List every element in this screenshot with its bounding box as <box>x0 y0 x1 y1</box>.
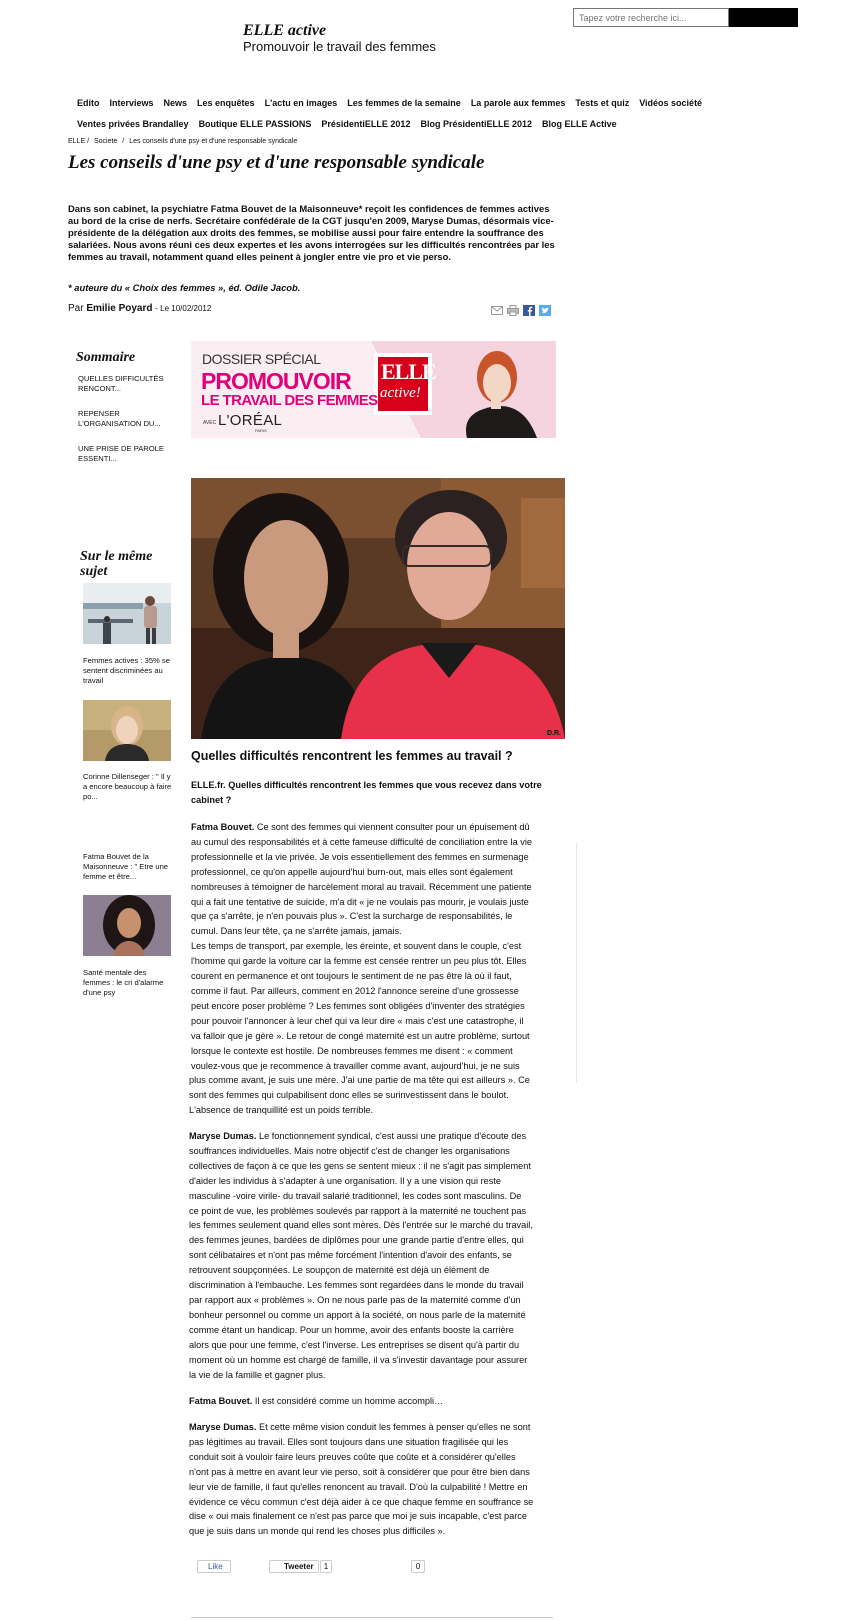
elle-logo-text: ELLE <box>381 359 436 384</box>
answer-line: masculine -voire virile- du travail salarié traditionnel, les codes sont masculins. De <box>189 1190 522 1201</box>
answer-line: courent en permanence et ont toujours le sentiment de ne pas être là où il faut, <box>191 971 512 982</box>
article-photo-image <box>191 478 565 739</box>
search-button[interactable] <box>729 8 798 27</box>
answer-line: professionnel, ce qu'on appelle aujourd'hui burn-out, mais elles sont également <box>191 866 513 877</box>
answer-line: collectives de façon à ce que les gens se sentent mieux : il ne s'agit pas simplement <box>189 1160 531 1171</box>
tweet-button[interactable] <box>269 1560 319 1573</box>
answer-line: pour pouvoir l'annoncer à leur chef qui va leur dire « mais c'est une catastrophe, il <box>191 1015 524 1026</box>
nav-item-videos-societe[interactable]: Vidéos société <box>639 98 703 108</box>
article-footnote: * auteure du « Choix des femmes », éd. Odile Jacob. <box>68 282 301 293</box>
answer-line: ce point de vue, les problèmes soulevés par rapport à la maternité ne touchent pas <box>189 1205 527 1216</box>
article-lead: Dans son cabinet, la psychiatre Fatma Bouvet de la Maisonneuve* reçoit les confidences de femmes actives au bord de la crise de nerfs. Secrétaire confédérale de la CGT jusqu'en 2009, Maryse Dumas, désormais vice-présidente de la délégation aux droits des femmes, se mobilise aussi pour faire entendre la souffrance des salariées. Nous avons réuni ces deux expertes et les avons interrogées sur les difficultés rencontrées par les femmes au travail, notamment quand elles peinent à jongler entre vie pro et vie perso. <box>68 203 555 262</box>
speaker-name: Fatma Bouvet. <box>191 822 255 832</box>
interview-question: ELLE.fr. Quelles difficultés rencontrent les femmes que vous recevez dans votre cabinet ? <box>191 780 542 805</box>
answer-line: moment où un homme est chargé de famille, il va s'investir davantage pour assurer <box>189 1354 528 1365</box>
answer-line: nombreuses à témoigner de harcèlement moral au travail. Récemment une patiente <box>191 881 532 892</box>
answer-fatma-2 <box>189 1394 561 1409</box>
twitter-icon[interactable] <box>539 305 551 316</box>
answer-line: des femmes jeunes, bardées de diplômes pour une grande partie d'entre elles, qui <box>189 1235 524 1246</box>
speaker-name: Fatma Bouvet. <box>189 1396 253 1406</box>
answer-line: l'homme qui garde la voiture car la femme est censée rentrer un peu plus tôt. Elles <box>191 956 527 967</box>
answer-line: discrimination à l'embauche. Les femmes sont regardées dans le monde du travail <box>189 1280 524 1291</box>
banner-sponsor-sub: PARIS <box>255 428 267 433</box>
answer-line: n'ont pas à mettre en avant leur vie perso, soit à considérer que pour être bien dans <box>189 1466 530 1477</box>
nav-item-edito[interactable]: Edito <box>77 98 100 108</box>
nav-item-news[interactable]: News <box>163 98 188 108</box>
nav-item-actu-images[interactable]: L'actu en images <box>264 98 338 108</box>
answer-line: au cumul des responsabilités et à cette fameuse difficulté de conciliation entre la vie <box>191 836 532 847</box>
active-logo-text: active! <box>380 385 421 401</box>
answer-line: L'absence de tranquillité est un poids terrible. <box>189 1105 374 1116</box>
banner-sponsor-prefix: AVEC <box>203 420 217 426</box>
nav-item-boutique[interactable]: Boutique ELLE PASSIONS <box>198 119 312 129</box>
answer-line: sont des femmes qui culpabilisent donc elles se surinvestissent dans le boulot. <box>189 1090 509 1101</box>
breadcrumb-current: Les conseils d'une psy et d'une responsable syndicale <box>129 138 298 145</box>
answer-line: peut encore poser problème ? Les femmes sont obligées d'inventer des stratégies <box>191 1000 525 1011</box>
related-thumbnail[interactable] <box>83 895 171 956</box>
related-link[interactable]: Santé mentale des femmes : le cri d'alarme d'une psy <box>83 968 164 997</box>
answer-line: sont célibataires et n'ont pas même forcément l'intention d'avoir des enfants, se <box>189 1250 512 1261</box>
footer-divider <box>191 1617 553 1618</box>
nav-item-tests-quiz[interactable]: Tests et quiz <box>575 98 630 108</box>
answer-line: Il est considéré comme un homme accompli… <box>254 1396 444 1406</box>
related-link[interactable]: Femmes actives : 35% se sentent discriminées au travail <box>83 656 170 685</box>
answer-line: cumul. Dans leur tête, ça ne s'arrête jamais, jamais. <box>191 926 402 937</box>
nav-item-femmes-semaine[interactable]: Les femmes de la semaine <box>347 98 461 108</box>
related-title: Sur le même sujet <box>80 549 153 579</box>
site-title[interactable]: ELLE active <box>243 22 327 39</box>
nav-item-presidentielle[interactable]: PrésidentiELLE 2012 <box>321 119 411 129</box>
site-tagline: Promouvoir le travail des femmes <box>243 39 436 54</box>
byline <box>68 303 211 314</box>
tweet-label: Tweeter <box>284 1562 314 1571</box>
answer-line: que je suis dans un monde qui rend les choses plus difficiles ». <box>189 1526 446 1537</box>
nav-item-interviews[interactable]: Interviews <box>109 98 154 108</box>
section-heading: Quelles difficultés rencontrent les femmes au travail ? <box>191 749 513 763</box>
answer-maryse-1 <box>189 1129 561 1382</box>
answer-line: évidence ce vécu commun c'est déjà aider à ce que chaque femme en souffrance se <box>189 1496 534 1507</box>
elle-logo <box>378 357 436 411</box>
search-input[interactable] <box>573 8 729 27</box>
photo-credit: D.R. <box>547 730 561 737</box>
like-label: Like <box>208 1562 223 1571</box>
email-icon[interactable] <box>491 305 503 316</box>
answer-line: d'aider les individus à s'adapter à une organisation. Il y a une vision qui reste <box>189 1175 501 1186</box>
answer-line: pas légitimes au travail. Elles sont toujours dans une situation fragilisée qui les <box>189 1436 509 1447</box>
speaker-name: Maryse Dumas. <box>189 1422 257 1432</box>
answer-line: va falloir que je gère ». Le retour de congé maternité est un autre problème, surtout <box>191 1030 530 1041</box>
breadcrumb-societe[interactable]: Societe <box>93 138 118 145</box>
answer-line: comme étant un handicap. Pour un homme, avoir des enfants booste la carrière <box>189 1324 514 1335</box>
banner-headline-2: LE TRAVAIL DES FEMMES <box>201 392 378 409</box>
related-thumbnail[interactable] <box>83 700 171 761</box>
related-link[interactable]: Fatma Bouvet de la Maisonneuve : " Etre une femme et être... <box>83 852 169 881</box>
breadcrumb-elle[interactable]: ELLE / <box>68 138 90 145</box>
answer-line: plus comme avant, je suis une mère. J'ai une partie de ma tête qui est ailleurs ». Ce <box>189 1075 530 1086</box>
answer-line: conduit soit à vouloir faire leurs preuves coûte que coûte et à considérer qu'elles <box>189 1451 516 1462</box>
related-thumbnail[interactable] <box>83 583 171 644</box>
answer-line: Et cette même vision conduit les femmes à penser qu'elles ne sont <box>258 1422 531 1432</box>
answer-line: bonheur personnel ou comme un apport à la société, on nous parle de la maternité <box>189 1309 526 1320</box>
nav-item-parole-femmes[interactable]: La parole aux femmes <box>470 98 566 108</box>
answer-line: que ça s'arrête, je n'en pouvais plus ». C'est la surcharge de responsabilités, le <box>191 911 513 922</box>
tweet-count: 1 <box>320 1560 332 1573</box>
answer-line: Ce sont des femmes qui viennent consulter pour un épuisement dû <box>256 822 530 832</box>
answer-fatma-1 <box>191 820 561 1118</box>
answer-line: par rapport aux « problèmes ». On ne nous parle pas de la maternité comme d'un <box>189 1294 521 1305</box>
dossier-banner[interactable] <box>191 341 556 438</box>
nav-item-enquetes[interactable]: Les enquêtes <box>197 98 255 108</box>
answer-line: comme il faut. Par ailleurs, comment en 2012 l'annonce sereine d'une grossesse <box>191 985 519 996</box>
facebook-like-button[interactable] <box>197 1560 231 1573</box>
secondary-nav <box>77 119 627 129</box>
answer-line: souffrances individuelles. Mais notre objectif c'est de changer les organisations <box>189 1145 510 1156</box>
byline-prefix: Par <box>68 303 84 314</box>
answer-line: Le fonctionnement syndical, c'est aussi une pratique d'écoute des <box>258 1131 527 1141</box>
answer-line: leur vie de famille, il faut qu'elles renoncent au travail. D'où la culpabilité ! Mettre en <box>189 1481 528 1492</box>
article-photo <box>191 478 565 739</box>
answer-maryse-2 <box>189 1420 561 1539</box>
answer-line: la vie de la famille et gagner plus. <box>189 1369 326 1380</box>
answer-line: voulez-vous que je recommence à travailler comme avant, aujourd'hui, je ne suis <box>191 1060 520 1071</box>
summary-link[interactable]: UNE PRISE DE PAROLE ESSENTI... <box>78 444 164 463</box>
answer-line: professionnelle et la vie privée. Je vois essentiellement des femmes en surmenage <box>191 851 529 862</box>
breadcrumb-separator: / <box>122 138 125 145</box>
nav-item-blog-elle-active[interactable]: Blog ELLE Active <box>542 119 617 129</box>
answer-line: lorsque le contexte est hostile. De nombreuses femmes me disent : « comment <box>191 1045 513 1056</box>
answer-line: qui a fait une tentative de suicide, m'a dit « je ne voulais pas mourir, je voulais juste <box>191 896 529 907</box>
loreal-logo: L'ORÉAL <box>218 412 283 429</box>
nav-item-ventes-privees[interactable]: Ventes privées Brandalley <box>77 119 189 129</box>
answer-line: Les temps de transport, par exemple, les éreinte, et souvent dans le couple, c'est <box>191 941 522 952</box>
summary-link[interactable]: QUELLES DIFFICULTÉS RENCONT... <box>78 374 164 393</box>
main-nav <box>77 98 712 108</box>
author-link[interactable]: Emilie Poyard <box>86 303 153 314</box>
speaker-name: Maryse Dumas. <box>189 1131 257 1141</box>
summary-link[interactable]: REPENSER L'ORGANISATION DU... <box>78 409 161 428</box>
article-title: Les conseils d'une psy et d'une responsable syndicale <box>68 152 485 173</box>
publish-date: - Le 10/02/2012 <box>155 304 212 313</box>
breadcrumb <box>68 138 300 145</box>
plusone-count: 0 <box>411 1560 425 1573</box>
answer-line: dise « oui mais finalement ce n'est pas parce que moi je suis incapable, c'est parce <box>189 1511 528 1522</box>
related-link[interactable]: Corinne Dillenseger : " Il y a encore beaucoup à faire po... <box>83 772 172 801</box>
banner-kicker: DOSSIER SPÉCIAL <box>202 351 321 367</box>
facebook-icon[interactable] <box>523 305 535 316</box>
column-divider <box>576 843 577 1083</box>
answer-line: alors que pour une femme, c'est l'inverse. Les entreprises se disent qu'à partir du <box>189 1339 520 1350</box>
answer-line: retrouvent soupçonnées. Le soupçon de maternité est déjà un élément de <box>189 1265 490 1276</box>
banner-headline-1: PROMOUVOIR <box>201 368 351 394</box>
print-icon[interactable] <box>507 305 519 316</box>
answer-line: les femmes seulement quand elles sont mères. Dès l'entrée sur le marché du travail, <box>189 1220 533 1231</box>
summary-title: Sommaire <box>76 350 136 365</box>
nav-item-blog-presidentielle[interactable]: Blog PrésidentiELLE 2012 <box>420 119 532 129</box>
